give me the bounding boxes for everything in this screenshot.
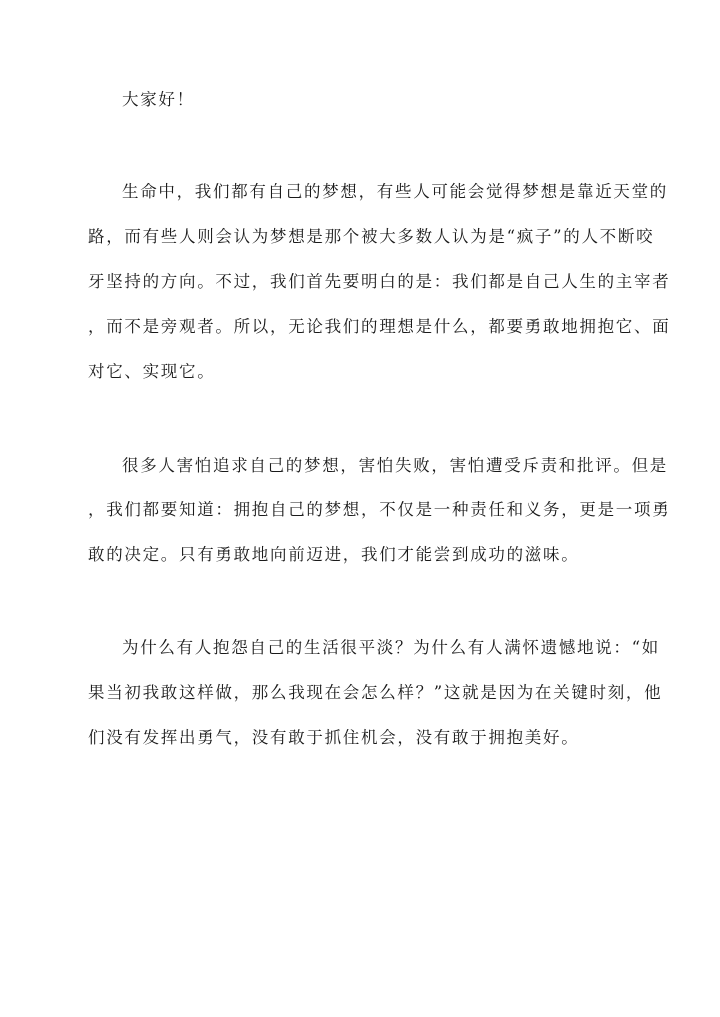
- paragraph-2-line-3: 敢的决定。只有勇敢地向前迈进，我们才能尝到成功的滋味。: [88, 545, 580, 564]
- paragraph-1-line-1: 生命中，我们都有自己的梦想，有些人可能会觉得梦想是靠近天堂的: [122, 182, 668, 201]
- paragraph-1-line-4: ，而不是旁观者。所以，无论我们的理想是什么，都要勇敢地拥抱它、面: [88, 317, 671, 336]
- paragraph-3-line-3: 们没有发挥出勇气，没有敢于抓住机会，没有敢于拥抱美好。: [88, 728, 580, 747]
- paragraph-3-line-1: 为什么有人抱怨自己的生活很平淡？为什么有人满怀遗憾地说：“如: [122, 638, 660, 657]
- paragraph-1-line-3: 牙坚持的方向。不过，我们首先要明白的是：我们都是自己人生的主宰者: [88, 272, 671, 291]
- paragraph-1-line-2: 路，而有些人则会认为梦想是那个被大多数人认为是“疯子”的人不断咬: [88, 227, 655, 246]
- paragraph-1-line-5: 对它、实现它。: [88, 362, 216, 381]
- paragraph-2-line-2: ，我们都要知道：拥抱自己的梦想，不仅是一种责任和义务，更是一项勇: [88, 500, 671, 519]
- greeting: 大家好！: [122, 90, 195, 109]
- paragraph-3-line-2: 果当初我敢这样做，那么我现在会怎么样？”这就是因为在关键时刻，他: [88, 683, 663, 702]
- paragraph-2-line-1: 很多人害怕追求自己的梦想，害怕失败，害怕遭受斥责和批评。但是: [122, 456, 668, 475]
